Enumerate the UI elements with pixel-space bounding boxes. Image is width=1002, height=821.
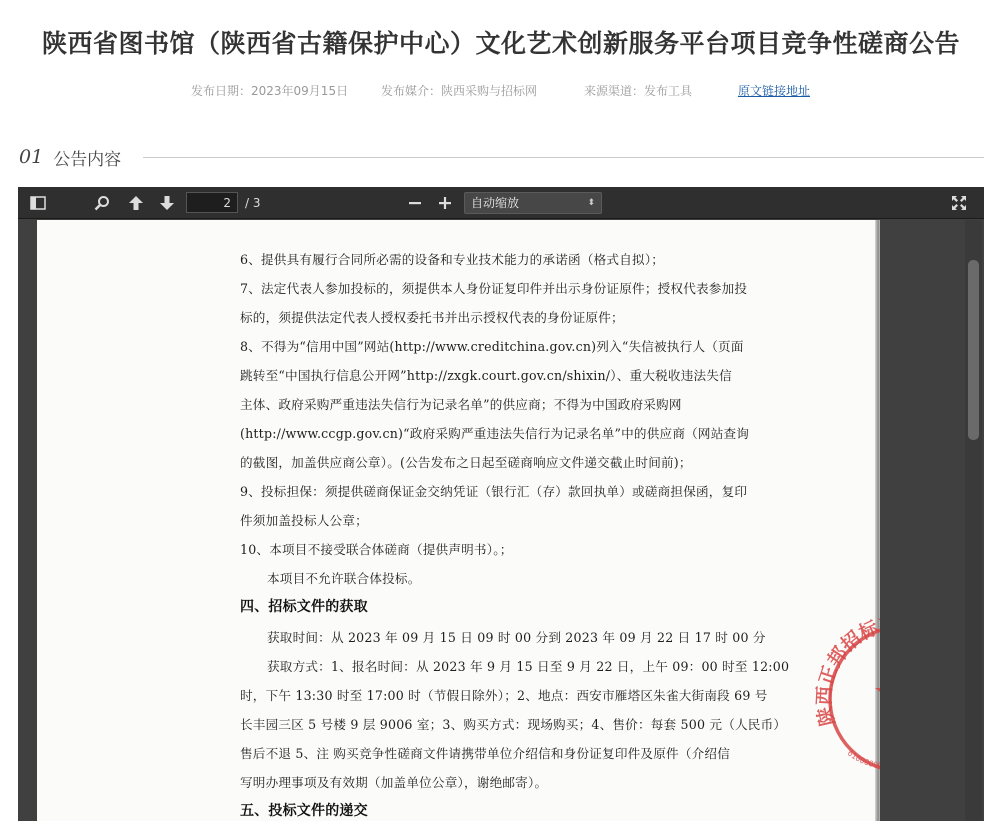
doc-line: 件须加盖投标人公章；	[240, 513, 368, 528]
publish-media: 发布媒介：陕西采购与招标网	[381, 84, 538, 98]
doc-line: 10、本项目不接受联合体磋商（提供声明书）。；	[240, 542, 513, 557]
zoom-select[interactable]	[464, 192, 602, 214]
doc-line: 主体、政府采购严重违法失信行为记录名单”的供应商；不得为中国政府采购网	[240, 397, 682, 412]
doc-line: 本项目不允许联合体投标。	[267, 571, 421, 586]
svg-text:610000004	[845, 748, 888, 771]
stamp-text: 陕西正邦招标有	[813, 612, 900, 728]
source-channel: 来源渠道：发布工具	[584, 84, 693, 98]
doc-line: 7、法定代表人参加投标的，须提供本人身份证复印件并出示身份证原件；授权代表参加投	[240, 281, 748, 296]
doc-line: 长丰园三区 5 号楼 9 层 9006 室；3、购买方式：现场购买；4、售价：每套 500 元（人民币）	[240, 717, 787, 732]
pdf-page	[37, 220, 900, 821]
section-divider	[143, 157, 984, 158]
search-icon	[94, 195, 110, 211]
fullscreen-icon	[951, 195, 967, 211]
arrow-up-icon	[128, 195, 144, 211]
next-page-button[interactable]	[155, 191, 179, 215]
chevron-updown-icon: ⬍	[587, 198, 595, 208]
doc-line: 6、提供具有履行合同所必需的设备和专业技术能力的承诺函（格式自拟）；	[240, 252, 665, 267]
pdf-viewer	[18, 187, 984, 821]
doc-line: 时，下午 13:30 时至 17:00 时（节假日除外）；2、地点：西安市雁塔区朱雀大街南段 69 号	[240, 688, 768, 703]
doc-line: 获取时间：从 2023 年 09 月 15 日 09 时 00 分到 2023 年 09 月 22 日 17 时 00 分	[267, 630, 766, 645]
pdf-toolbar	[18, 187, 984, 219]
section-number: 01	[19, 146, 44, 168]
pdf-scrollbar[interactable]	[965, 220, 982, 821]
doc-line: 9、投标担保：须提供磋商保证金交纳凭证（银行汇（存）款回执单）或磋商担保函，复印	[240, 484, 748, 499]
source-link[interactable]: 原文链接地址	[738, 84, 811, 98]
find-button[interactable]	[90, 191, 114, 215]
sidebar-toggle-button[interactable]	[26, 191, 50, 215]
doc-line: 跳转至“中国执行信息公开网”http://zxgk.court.gov.cn/shixin/）、重大税收违法失信	[240, 368, 732, 383]
doc-line: 8、不得为“信用中国”网站(http://www.creditchina.gov.cn)列入“失信被执行人（页面	[240, 339, 744, 354]
doc-heading: 四、招标文件的获取	[240, 599, 368, 615]
section-label: 公告内容	[53, 149, 122, 170]
page-title: 陕西省图书馆（陕西省古籍保护中心）文化艺术创新服务平台项目竞争性磋商公告	[41, 29, 960, 58]
doc-line: 标的，须提供法定代表人授权委托书并出示授权代表的身份证原件；	[240, 310, 624, 325]
zoom-in-button[interactable]	[433, 191, 457, 215]
doc-heading: 五、投标文件的递交	[240, 803, 368, 819]
doc-line: 写明办理事项及有效期（加盖单位公章），谢绝邮寄）。	[240, 775, 548, 790]
zoom-value: 自动缩放	[471, 196, 520, 210]
page-number-input[interactable]	[186, 192, 238, 213]
svg-text:陕西正邦招标有	[813, 611, 900, 728]
minus-icon	[408, 196, 422, 210]
doc-line: 获取方式：1、报名时间：从 2023 年 9 月 15 日至 9 月 22 日，上午 09：00 时至 12:00	[267, 659, 790, 674]
previous-page-button[interactable]	[124, 191, 148, 215]
arrow-down-icon	[159, 195, 175, 211]
company-seal-stamp	[807, 604, 900, 774]
doc-line: 售后不退 5、注 购买竞争性磋商文件请携带单位介绍信和身份证复印件及原件（介绍信	[240, 746, 730, 761]
scroll-thumb[interactable]	[968, 260, 979, 440]
stamp-number: 610000004	[845, 748, 888, 771]
publish-date: 发布日期：2023年09月15日	[191, 84, 349, 98]
section-header	[19, 144, 984, 170]
sidebar-toggle-icon	[30, 196, 46, 210]
doc-line: (http://www.ccgp.gov.cn)“政府采购严重违法失信行为记录名单”中的供应商（网站查询	[240, 426, 750, 441]
doc-line: 的截图，加盖供应商公章）。(公告发布之日起至磋商响应文件递交截止时间前)；	[240, 455, 692, 470]
zoom-out-button[interactable]	[403, 191, 427, 215]
page-total: / 3	[245, 196, 261, 210]
fullscreen-button[interactable]	[947, 191, 971, 215]
plus-icon	[438, 196, 452, 210]
